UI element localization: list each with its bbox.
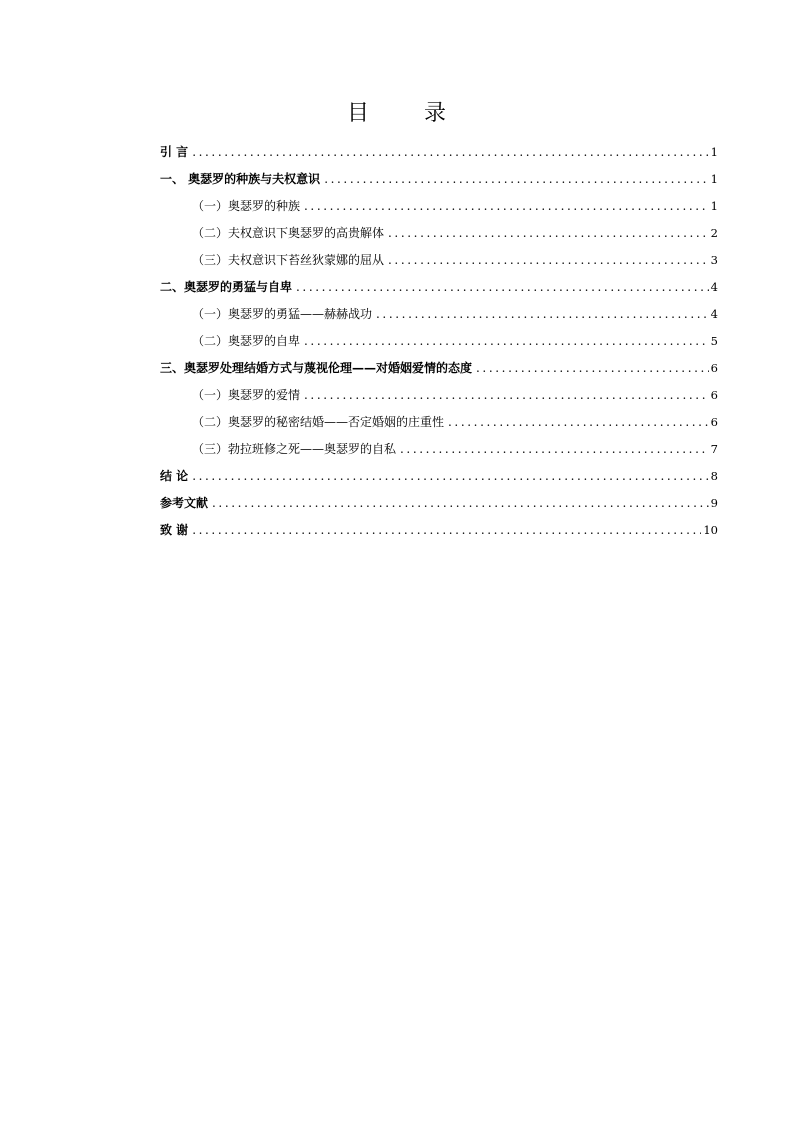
dot-leader [192,519,701,541]
dot-leader [192,465,708,487]
toc-entry[interactable] [160,519,718,546]
dot-leader [296,276,709,298]
toc-entry[interactable] [160,492,718,519]
toc-entry[interactable] [160,303,718,330]
toc-entry[interactable] [160,384,718,411]
dot-leader [304,195,709,217]
toc-entry[interactable] [160,357,718,384]
toc-entry-page: 1 [710,199,718,213]
toc-entry-page: 10 [703,523,718,537]
toc-entry-title: （二）奥瑟罗的自卑 [192,334,301,348]
toc-entry-page: 3 [710,253,718,267]
dot-leader [192,141,708,163]
toc-entry[interactable] [160,465,718,492]
toc-entry[interactable] [160,222,718,249]
toc-entry-title: 引 言 [160,145,189,159]
toc-entry[interactable] [160,438,718,465]
toc-entry[interactable] [160,249,718,276]
toc-entry-title: （三）夫权意识下苔丝狄蒙娜的屈从 [192,253,385,267]
toc-entry[interactable] [160,195,718,222]
toc-entry[interactable] [160,411,718,438]
toc-entry-page: 1 [710,172,718,186]
toc-entry-page: 8 [710,469,718,483]
toc-entry-title: （一）奥瑟罗的种族 [192,199,301,213]
toc-entry-page: 1 [710,145,718,159]
toc-entry-title: （三）勃拉班修之死——奥瑟罗的自私 [192,442,397,456]
toc-entry-page: 4 [710,307,718,321]
toc-entry-title: （二）奥瑟罗的秘密结婚——否定婚姻的庄重性 [192,415,445,429]
dot-leader [400,438,709,460]
toc-entry[interactable] [160,276,718,303]
toc-entry-title: 一、 奥瑟罗的种族与夫权意识 [160,172,321,186]
toc-entry-title: 致 谢 [160,523,189,537]
toc-entry-title: （一）奥瑟罗的爱情 [192,388,301,402]
toc-entry[interactable] [160,330,718,357]
toc-entry-title: 二、奥瑟罗的勇猛与自卑 [160,280,293,294]
toc-entry-title: 三、奥瑟罗处理结婚方式与蔑视伦理——对婚姻爱情的态度 [160,361,473,375]
toc-entry-title: 结 论 [160,469,189,483]
toc-entry-page: 6 [710,388,718,402]
toc-entry[interactable] [160,168,718,195]
dot-leader [388,222,709,244]
dot-leader [304,384,709,406]
dot-leader [388,249,709,271]
dot-leader [376,303,709,325]
dot-leader [324,168,708,190]
toc-entry-title: 参考文献 [160,496,209,510]
dot-leader [476,357,709,379]
toc-entry-title: （二）夫权意识下奥瑟罗的高贵解体 [192,226,385,240]
dot-leader [212,492,709,514]
toc-entry-page: 2 [710,226,718,240]
page-title: 目 录 [347,101,470,126]
toc-entry[interactable] [160,141,718,168]
table-of-contents [160,141,718,546]
toc-entry-page: 4 [710,280,718,294]
toc-entry-page: 6 [710,415,718,429]
dot-leader [448,411,709,433]
toc-entry-page: 7 [710,442,718,456]
toc-entry-page: 5 [710,334,718,348]
toc-entry-title: （一）奥瑟罗的勇猛——赫赫战功 [192,307,373,321]
toc-entry-page: 6 [710,361,718,375]
toc-entry-page: 9 [710,496,718,510]
dot-leader [304,330,709,352]
